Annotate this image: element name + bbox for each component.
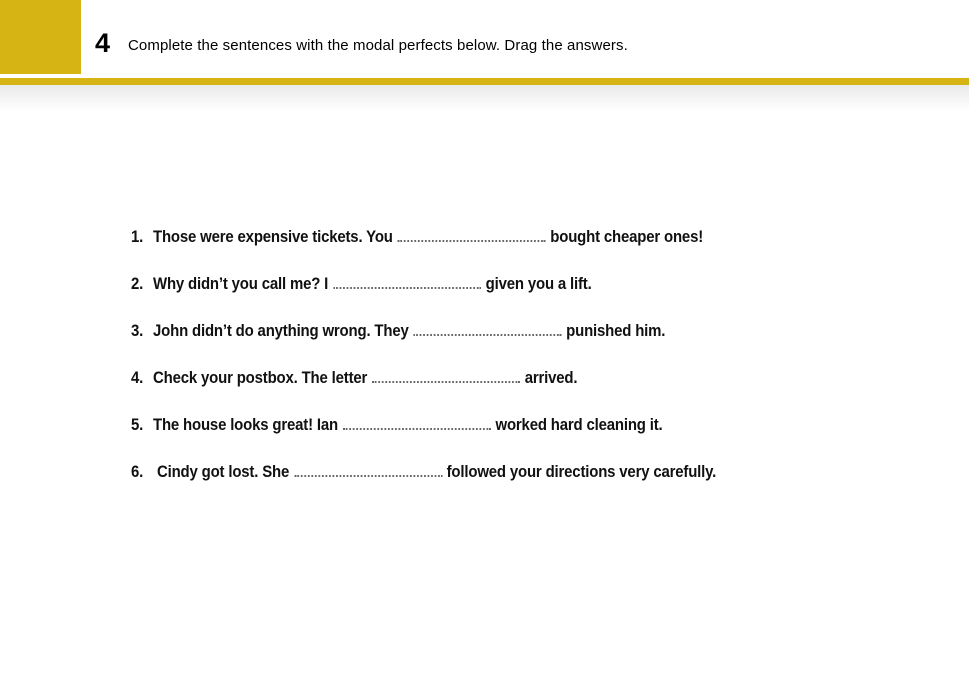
sentence-number: 6.	[131, 462, 144, 481]
sentence-number: 5.	[131, 415, 144, 434]
sentence-text-after: punished him.	[566, 321, 666, 340]
gold-corner-square	[0, 0, 81, 74]
answer-blank-dropzone[interactable]	[333, 276, 481, 289]
sentence-number: 1.	[131, 227, 144, 246]
sentence-text-before: Those were expensive tickets. You	[153, 227, 393, 246]
sentence-text-before: The house looks great! Ian	[153, 415, 338, 434]
sentence-row	[131, 260, 941, 307]
sentence-number: 4.	[131, 368, 144, 387]
sentence-row	[131, 307, 941, 354]
sentence-row	[131, 401, 941, 448]
sentence-text-after: arrived.	[524, 368, 578, 387]
sentence-text-before: Check your postbox. The letter	[153, 368, 368, 387]
sentence-text-after: followed your directions very carefully.	[446, 462, 717, 481]
sentence-list	[131, 213, 951, 495]
answer-blank-dropzone[interactable]	[343, 417, 491, 430]
exercise-instruction: Complete the sentences with the modal perfects below. Drag the answers.	[128, 37, 628, 54]
sentence-text-after: worked hard cleaning it.	[495, 415, 663, 434]
exercise-number: 4	[95, 28, 111, 58]
answer-blank-dropzone[interactable]	[294, 464, 442, 477]
divider-shadow	[0, 85, 969, 111]
sentence-text-before: Cindy got lost. She	[153, 462, 290, 481]
sentence-row	[131, 448, 941, 495]
sentence-number: 3.	[131, 321, 144, 340]
gold-divider-rule	[0, 78, 969, 85]
sentence-row	[131, 213, 941, 260]
header-band	[0, 0, 969, 77]
answer-blank-dropzone[interactable]	[414, 323, 562, 336]
sentence-text-after: given you a lift.	[485, 274, 592, 293]
sentence-number: 2.	[131, 274, 144, 293]
sentence-rows	[131, 213, 941, 495]
sentence-text-before: Why didn’t you call me? I	[153, 274, 329, 293]
answer-blank-dropzone[interactable]	[372, 370, 520, 383]
sentence-text-before: John didn’t do anything wrong. They	[153, 321, 409, 340]
answer-blank-dropzone[interactable]	[398, 229, 546, 242]
sentence-text-after: bought cheaper ones!	[550, 227, 704, 246]
sentence-row	[131, 354, 941, 401]
